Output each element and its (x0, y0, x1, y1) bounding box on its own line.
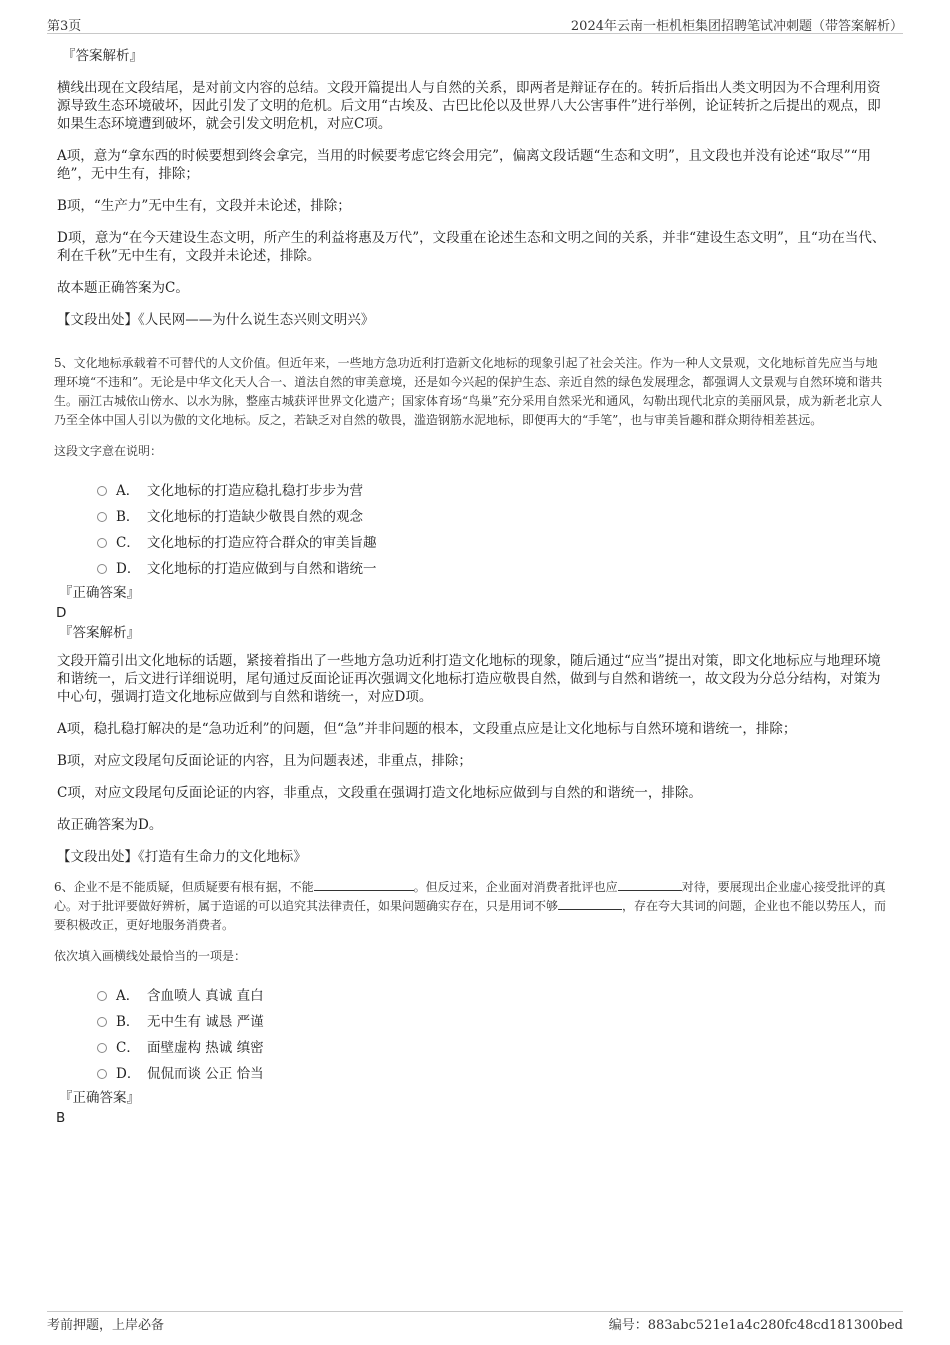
document-id: 编号：883abc521e1a4c280fc48cd181300bed (608, 1318, 903, 1333)
q6-prompt: 依次填入画横线处最恰当的一项是： (54, 949, 247, 963)
q5-analysis-p1: 文段开篇引出文化地标的话题，紧接着指出了一些地方急功近利打造文化地标的现象，随后通过“应当”提出对策，即文化地标应与地理环境和谐统一，后文进行详细说明，尾句通过反面论证再次强调文化地标打造应敬畏自然，做到与自然和谐统一，故文段为分总分结构，对策为中心句，强调打造文化地标应做到与自然和谐统一，对应D项。 (57, 653, 881, 705)
q6-options (57, 981, 887, 1085)
footer-slogan: 考前押题，上岸必备 (47, 1318, 165, 1333)
option-text: 面壁虚构 热诚 缜密 (147, 1040, 264, 1056)
q4-analysis-p4: D项，意为“在今天建设生态文明，所产生的利益将惠及万代”，文段重在论述生态和文明之间的关系，并非“建设生态文明”，且“功在当代、利在千秋”无中生有，文段并未论述，排除。 (57, 230, 886, 264)
option-letter: A． (116, 483, 140, 499)
q4-analysis-p2: A项，意为“拿东西的时候要想到终会拿完，当用的时候要考虑它终会用完”，偏离文段话题“生态和文明”，且文段也并没有论述“取尽”“用绝”，无中生有，排除； (57, 148, 872, 182)
option-text: 文化地标的打造应做到与自然和谐统一 (147, 561, 377, 577)
option-letter: C． (116, 535, 140, 551)
option-text: 文化地标的打造应符合群众的审美旨趣 (147, 535, 377, 551)
q4-analysis-p3: B项，“生产力”无中生有，文段并未论述，排除； (57, 198, 351, 214)
radio-icon[interactable] (97, 564, 107, 574)
option-text: 无中生有 诚恳 严谨 (147, 1014, 264, 1030)
q6-option-b[interactable] (57, 1007, 887, 1033)
q6-option-a[interactable] (57, 981, 887, 1007)
q4-analysis-label: 『答案解析』 (62, 48, 143, 64)
q4-source: 【文段出处】《人民网——为什么说生态兴则文明兴》 (57, 312, 375, 328)
header-divider (47, 33, 903, 34)
option-text: 侃侃而谈 公正 恰当 (147, 1066, 264, 1082)
footer-divider (47, 1311, 903, 1312)
q6-answer: B (56, 1110, 66, 1126)
q5-option-a[interactable] (57, 476, 887, 502)
option-letter: C． (116, 1040, 140, 1056)
q6-stem (54, 878, 887, 935)
q6-stem-part4: ，存在夸大其词的问题，企业也不能以势压人，而要积极改正，更好地服务消费者。 (54, 899, 887, 932)
radio-icon[interactable] (97, 1069, 107, 1079)
q5-source: 【文段出处】《打造有生命力的文化地标》 (57, 849, 307, 865)
radio-icon[interactable] (97, 1017, 107, 1027)
option-text: 含血喷人 真诚 直白 (147, 988, 264, 1004)
q5-option-b[interactable] (57, 502, 887, 528)
radio-icon[interactable] (97, 486, 107, 496)
option-letter: A． (116, 988, 140, 1004)
fill-blank-2[interactable] (618, 878, 682, 891)
fill-blank-3[interactable] (558, 897, 622, 910)
q5-conclusion: 故正确答案为D。 (57, 817, 163, 833)
q4-conclusion: 故本题正确答案为C。 (57, 280, 189, 296)
q5-analysis-p4: C项，对应文段尾句反面论证的内容，非重点，文段重在强调打造文化地标应做到与自然的和谐统一，排除。 (57, 785, 702, 801)
document-title: 2024年云南一柜机柜集团招聘笔试冲刺题（带答案解析） (570, 19, 903, 34)
q5-option-c[interactable] (57, 528, 887, 554)
option-letter: D． (116, 1066, 141, 1082)
radio-icon[interactable] (97, 512, 107, 522)
radio-icon[interactable] (97, 1043, 107, 1053)
q5-analysis-p2: A项，稳扎稳打解决的是“急功近利”的问题，但“急”并非问题的根本，文段重点应是让文化地标与自然环境和谐统一，排除； (57, 721, 797, 737)
q6-answer-label: 『正确答案』 (59, 1090, 140, 1106)
radio-icon[interactable] (97, 538, 107, 548)
page-content (54, 47, 887, 1127)
option-letter: B． (116, 509, 140, 525)
q6-option-c[interactable] (57, 1033, 887, 1059)
q6-stem-part2: 。但反过来，企业面对消费者批评也应 (413, 880, 618, 894)
fill-blank-1[interactable] (314, 878, 414, 891)
page-number: 第3页 (47, 19, 82, 34)
q6-stem-part1: 6、企业不是不能质疑，但质疑要有根有据，不能 (54, 880, 314, 894)
q5-prompt: 这段文字意在说明： (54, 444, 163, 458)
option-text: 文化地标的打造缺少敬畏自然的观念 (147, 509, 363, 525)
q4-analysis-p1: 横线出现在文段结尾，是对前文内容的总结。文段开篇提出人与自然的关系，即两者是辩证存在的。转折后指出人类文明因为不合理利用资源导致生态环境破坏，因此引发了文明的危机。后文用“古埃及、古巴比伦以及世界八大公害事件”进行举例，论证转折之后提出的观点，即如果生态环境遭到破坏，就会引发文明危机，对应C项。 (57, 80, 881, 132)
q5-answer: D (56, 605, 67, 621)
q5-answer-label: 『正确答案』 (59, 585, 140, 601)
option-text: 文化地标的打造应稳扎稳打步步为营 (147, 483, 363, 499)
q5-option-d[interactable] (57, 554, 887, 580)
q5-stem: 5、文化地标承载着不可替代的人文价值。但近年来，一些地方急功近利打造新文化地标的现象引起了社会关注。作为一种人文景观，文化地标首先应当与地理环境“不违和”。无论是中华文化天人合一、道法自然的审美意境，还是如今兴起的保护生态、亲近自然的绿色发展理念，都强调人文景观与自然环境和谐共生。丽江古城依山傍水、以水为脉，整座古城获评世界文化遗产；国家体育场“鸟巢”充分采用自然采光和通风，勾勒出现代北京的美丽风景，成为新老北京人乃至全体中国人引以为傲的文化地标。反之，若缺乏对自然的敬畏，滥造钢筋水泥地标，即便再大的“手笔”，也与审美旨趣和群众期待相差甚远。 (54, 356, 883, 427)
option-letter: D． (116, 561, 141, 577)
q6-stem-part3: 对待，要展现出企业虚心接受批评的真心。对于批评要做好辨析，属于造谣的可以追究其法律责任，如果问题确实存在，只是用词不够 (54, 880, 886, 913)
option-letter: B． (116, 1014, 140, 1030)
q5-analysis-label: 『答案解析』 (59, 625, 140, 641)
q6-option-d[interactable] (57, 1059, 887, 1085)
q5-analysis-p3: B项，对应文段尾句反面论证的内容，且为问题表述，非重点，排除； (57, 753, 472, 769)
q5-options (57, 476, 887, 580)
radio-icon[interactable] (97, 991, 107, 1001)
